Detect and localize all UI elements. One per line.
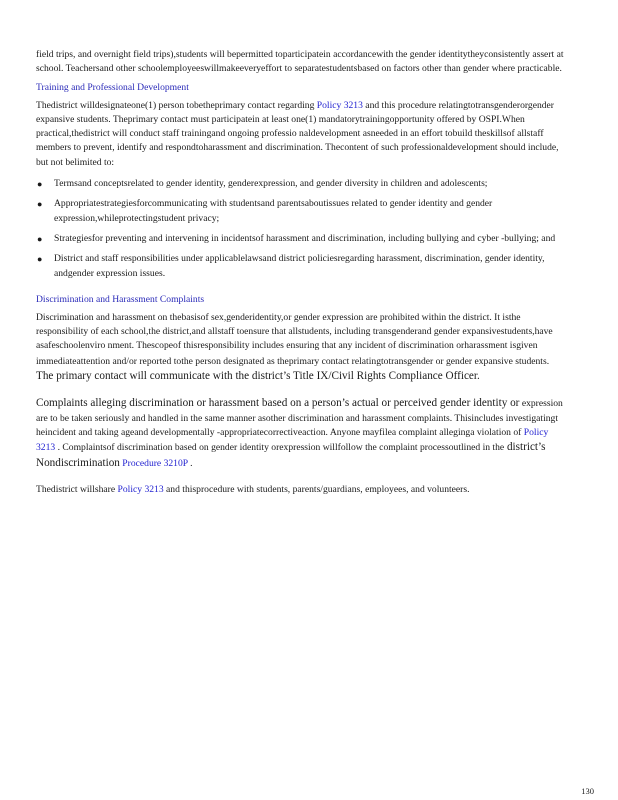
policy-link[interactable]: Policy 3213 <box>36 426 549 454</box>
training-heading: Training and Professional Development <box>36 81 189 93</box>
complaints-paragraph: Complaints alleging discrimination or harassment based on a person’s actual or perceived gender identity or expression are to be taken seriously and handled in the same manner asother discrimination and harassment complaints. Thisincludes investigatingt heincident and taking ageand developmentally -appropriatecorrectiveaction. Anyone mayfilea complaint allegingа violation of Policy 3213 . Complaintsof discrimination based on gender identity orexpression willfollow the complaint processoutlined in the district’s Nondiscrimination Procedure 3210P . <box>36 397 563 469</box>
training-text-before: Thedistrict willdesignateone(1) person tobetheprimary contact regarding <box>36 99 317 111</box>
policy-link[interactable]: Policy 3213 <box>316 99 363 111</box>
bullet-icon: ● <box>37 179 43 190</box>
discrimination-paragraph: Discrimination and harassment on thebasisof sex,genderidentity,or gender expression are prohibited within the district. It isthe responsibility of each school,the district,and allstaff toensure that allstudents, including transgenderand gender expansivestudents,have asafeschoolenviro nment. Thescopeof thisresponsibility includes ensuring that any incident of discrimination orharassment isgiven immediateattention and/or reported tothe person designated as theprimary contact relatingtotransgender or gender expansive students. The primary contact will communicate with the district’s Title IX/Civil Rights Compliance Officer. <box>36 311 553 383</box>
list-item: ● Strategiesfor preventing and intervening in incidentsof harassment and discrimination, including bullying and cyber -bullying; and <box>36 232 566 246</box>
policy-link[interactable]: Policy 3213 <box>117 483 164 495</box>
compliance-officer-sentence: The primary contact will communicate with the district’s Title IX/Civil Rights Compliance Officer. <box>36 370 480 383</box>
document-page <box>36 48 566 497</box>
list-item: ● Termsand conceptsrelated to gender identity, genderexpression, and gender diversity in children and adolescents; <box>36 177 566 191</box>
nondiscrimination-text: district’s Nondiscrimination <box>36 441 546 469</box>
training-bullet-list <box>36 177 566 281</box>
discrimination-heading: Discrimination and Harassment Complaints <box>36 293 205 305</box>
bullet-icon: ● <box>37 254 43 265</box>
closing-paragraph: Thedistrict willshare Policy 3213 and thisprocedure with students, parents/guardians, employees, and volunteers. <box>36 483 470 495</box>
intro-paragraph: field trips, and overnight field trips),students will bepermitted toparticipatein accordancewith the gender identitytheyconsistently assert at school. Teachersand other schoolemployeeswillmakeeveryeffort to separatestudentsbased on factors other than gender where practicable. <box>36 49 564 75</box>
bullet-icon: ● <box>37 199 43 210</box>
bullet-icon: ● <box>37 233 43 244</box>
complaints-lead: Complaints alleging discrimination or harassment based on a person’s actual or perceived gender identity or <box>36 397 520 410</box>
training-text-after: and this procedure relatingtotransgenderorgender expansive students. Theprimary contact must participatein at least one(1) mandatorytrainingopportunity offered by OSPI.When practical,thedistrict will conduct staff trainingand ongoing professio naldevelopment asneeded in an effort tobuild theskillsof allstaff members to prevent, identify and respondtoharassment and discrimination. Thecontent of such professionaldevelopment should include, but not belimited to: <box>36 99 559 168</box>
page-number: 130 <box>581 786 594 796</box>
procedure-link[interactable]: Procedure 3210P <box>119 457 188 469</box>
list-item: ● Appropriatestrategiesforcommunicating with studentsand parentsaboutissues related to gender identity and gender expression,whileprotectingstudent privacy; <box>37 198 493 224</box>
list-item: ● District and staff responsibilities under applicablelawsand district policiesregarding harassment, discrimination, gender identity, andgender expression issues. <box>37 253 545 279</box>
training-paragraph <box>36 99 566 170</box>
